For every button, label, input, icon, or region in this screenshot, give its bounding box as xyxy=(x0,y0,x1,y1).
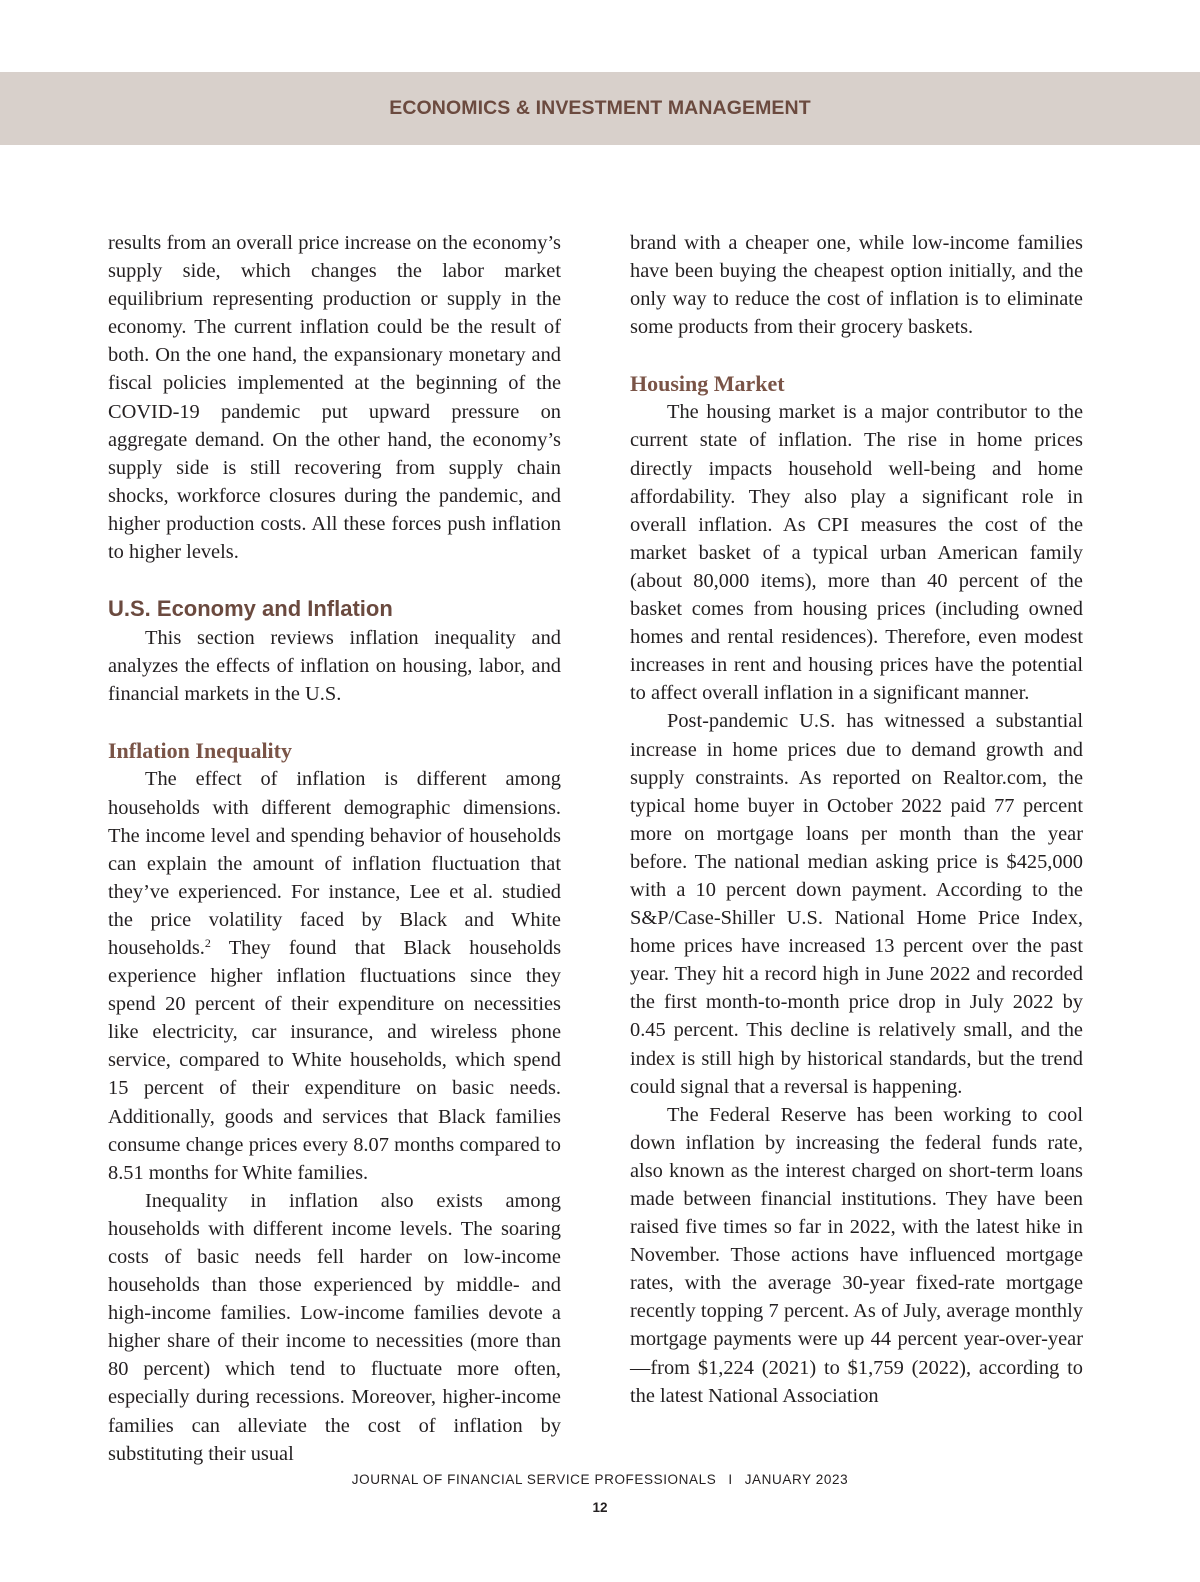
page-footer xyxy=(0,1472,1200,1487)
left-paragraph-1: results from an overall price increase on the economy’s supply side, which changes the labor market equilibrium representing production or supply in the economy. The current inflation could be the result of both. On the one hand, the expansionary monetary and fiscal policies implemented at the beginning of the COVID-19 pandemic put upward pressure on aggregate demand. On the other hand, the economy’s supply side is still recovering from supply chain shocks, workforce closures during the pandemic, and higher production costs. All these forces push inflation to higher levels. xyxy=(108,232,561,564)
right-paragraph-3: Post-pandemic U.S. has witnessed a substantial increase in home prices due to demand growth and supply constraints. As reported on Realtor.com, the typical home buyer in October 2022 paid 77 percent more on mortgage loans per month than the year before. The national median asking price is $425,000 with a 10 percent down payment. According to the S&P/Case-Shiller U.S. National Home Price Index, home prices have increased 13 percent over the past year. They hit a record high in June 2022 and recorded the first month-to-month price drop in July 2022 by 0.45 percent. This decline is relatively small, and the index is still high by historical standards, but the trend could signal that a reversal is happening. xyxy=(630,710,1083,1098)
footnote-ref-2[interactable]: 2 xyxy=(204,935,211,950)
paragraph-3-text-a: The effect of inflation is different among households with different demographic dimensions. The income level and spending behavior of households can explain the amount of inflation fluctuation that they’ve experienced. For instance, Lee et al. studied the price volatility faced by Black and White households. xyxy=(108,768,561,959)
left-column xyxy=(108,229,561,1468)
paragraph-3-text-b: They found that Black households experience higher inflation fluctuations since they spend 20 percent of their expenditure on necessities like electricity, car insurance, and wireless phone service, compared to White households, which spend 15 percent of their expenditure on basic needs. Additionally, goods and services that Black families consume change prices every 8.07 months compared to 8.51 months for White families. xyxy=(108,936,561,1184)
heading-housing-market: Housing Market xyxy=(630,371,785,397)
right-column xyxy=(630,229,1083,1410)
left-paragraph-2: This section reviews inflation inequality and analyzes the effects of inflation on housing, labor, and financial markets in the U.S. xyxy=(108,627,561,706)
right-paragraph-4: The Federal Reserve has been working to cool down inflation by increasing the federal funds rate, also known as the interest charged on short-term loans made between financial institutions. They have been raised five times so far in 2022, with the latest hike in November. Those actions have influenced mortgage rates, with the average 30-year fixed-rate mortgage recently topping 7 percent. As of July, average monthly mortgage payments were up 44 percent year-over-year—from $1,224 (2021) to $1,759 (2022), according to the latest National Association xyxy=(630,1103,1083,1407)
left-paragraph-3 xyxy=(108,765,561,1186)
page-number: 12 xyxy=(592,1500,608,1515)
heading-inflation-inequality: Inflation Inequality xyxy=(108,738,292,764)
journal-name: JOURNAL OF FINANCIAL SERVICE PROFESSIONALS xyxy=(351,1472,717,1487)
section-header-band xyxy=(0,72,1200,145)
right-paragraph-1: brand with a cheaper one, while low-income families have been buying the cheapest option initially, and the only way to reduce the cost of inflation is to eliminate some products from their grocery baskets. xyxy=(630,232,1083,339)
heading-us-economy: U.S. Economy and Inflation xyxy=(108,596,393,622)
section-title: ECONOMICS & INVESTMENT MANAGEMENT xyxy=(389,97,811,119)
issue-date: JANUARY 2023 xyxy=(744,1472,849,1487)
right-paragraph-2: The housing market is a major contributor to the current state of inflation. The rise in home prices directly impacts household well-being and home affordability. They also play a significant role in overall inflation. As CPI measures the cost of the market basket of a typical urban American family (about 80,000 items), more than 40 percent of the basket comes from housing prices (including owned homes and rental residences). Therefore, even modest increases in rent and housing prices have the potential to affect overall inflation in a significant manner. xyxy=(630,401,1083,705)
footer-separator: I xyxy=(728,1472,733,1487)
left-paragraph-4: Inequality in inflation also exists among households with different income levels. The soaring costs of basic needs fell harder on low-income households than those experienced by middle- and high-income families. Low-income families devote a higher share of their income to necessities (more than 80 percent) which tend to fluctuate more often, especially during recessions. Moreover, higher-income families can alleviate the cost of inflation by substituting their usual xyxy=(108,1189,561,1465)
